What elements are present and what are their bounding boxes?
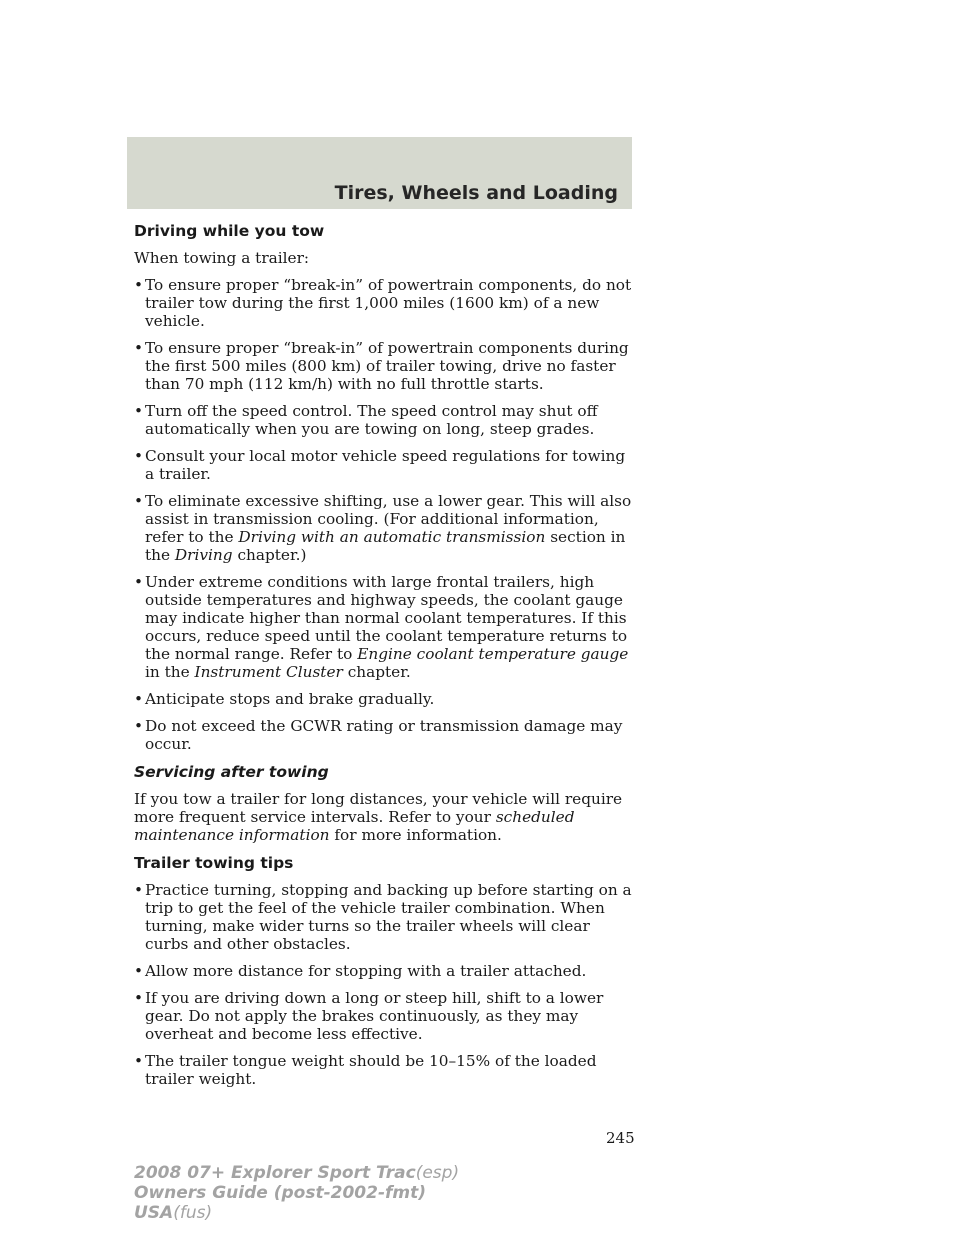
bullet-icon: • <box>134 717 144 735</box>
bullet-icon: • <box>134 276 144 294</box>
list-item: • Anticipate stops and brake gradually. <box>134 690 435 708</box>
list-item: • If you are driving down a long or steep hill, shift to a lower gear. Do not apply the brakes continuously, as they may overheat and become less effective. <box>134 989 604 1043</box>
footer-line-model: 2008 07+ Explorer Sport Trac(esp) <box>134 1163 460 1183</box>
bullet-icon: • <box>134 492 144 510</box>
list-item: • Under extreme conditions with large frontal trailers, high outside temperatures and highway speeds, the coolant gauge may indicate higher than normal coolant temperatures. If this occurs, reduce speed until the coolant temperature returns to the normal range. Refer to Engine coolant temperature gauge in the Instrument Cluster chapter. <box>134 573 629 681</box>
bullet-icon: • <box>134 962 144 980</box>
cross-reference: Driving with an automatic transmission <box>238 528 546 546</box>
heading-driving-while-you-tow: Driving while you tow <box>134 222 325 240</box>
footer-line-region: USA(fus) <box>134 1203 213 1223</box>
list-item: • To ensure proper “break-in” of powertrain components, do not trailer tow during the first 1,000 miles (1600 km) of a new vehicle. <box>134 276 632 330</box>
bullet-icon: • <box>134 573 144 591</box>
tips-bullet-list <box>134 881 634 1088</box>
servicing-paragraph: If you tow a trailer for long distances, your vehicle will require more frequent service intervals. Refer to your scheduled maintenance information for more information. <box>134 790 623 844</box>
section-title: Tires, Wheels and Loading <box>334 182 618 204</box>
list-item: • Turn off the speed control. The speed control may shut off automatically when you are towing on long, steep grades. <box>134 402 598 438</box>
bullet-icon: • <box>134 402 144 420</box>
bullet-icon: • <box>134 690 144 708</box>
driving-bullet-list <box>134 276 634 753</box>
cross-reference: scheduled maintenance information <box>134 808 575 844</box>
bullet-icon: • <box>134 447 144 465</box>
list-item: • Consult your local motor vehicle speed regulations for towing a trailer. <box>134 447 626 483</box>
list-item: • The trailer tongue weight should be 10–15% of the loaded trailer weight. <box>134 1052 597 1088</box>
list-item: • To ensure proper “break-in” of powertrain components during the first 500 miles (800 km) of trailer towing, drive no faster than 70 mph (112 km/h) with no full throttle starts. <box>134 339 629 393</box>
cross-reference: Engine coolant temperature gauge <box>357 645 629 663</box>
heading-trailer-towing-tips: Trailer towing tips <box>134 854 294 872</box>
list-item: • Allow more distance for stopping with a trailer attached. <box>134 962 587 980</box>
document-footer <box>134 1163 459 1223</box>
list-item: • Practice turning, stopping and backing up before starting on a trip to get the feel of the vehicle trailer combination. When turning, make wider turns so the trailer wheels will clear curbs and other obstacles. <box>134 881 632 953</box>
page-number: 245 <box>606 1129 635 1147</box>
cross-reference: Instrument Cluster <box>194 663 343 681</box>
list-item: • Do not exceed the GCWR rating or transmission damage may occur. <box>134 717 623 753</box>
section-header-band <box>127 137 632 209</box>
driving-intro: When towing a trailer: <box>134 249 310 267</box>
bullet-icon: • <box>134 989 144 1007</box>
bullet-icon: • <box>134 881 144 899</box>
bullet-icon: • <box>134 339 144 357</box>
list-item: • To eliminate excessive shifting, use a lower gear. This will also assist in transmission cooling. (For additional information, refer to the Driving with an automatic transmission section in the Driving chapter.) <box>134 492 632 564</box>
heading-servicing-after-towing: Servicing after towing <box>134 763 329 781</box>
page-content <box>134 222 634 1097</box>
cross-reference: Driving <box>174 546 233 564</box>
footer-line-guide: Owners Guide (post-2002-fmt) <box>134 1183 427 1203</box>
bullet-icon: • <box>134 1052 144 1070</box>
